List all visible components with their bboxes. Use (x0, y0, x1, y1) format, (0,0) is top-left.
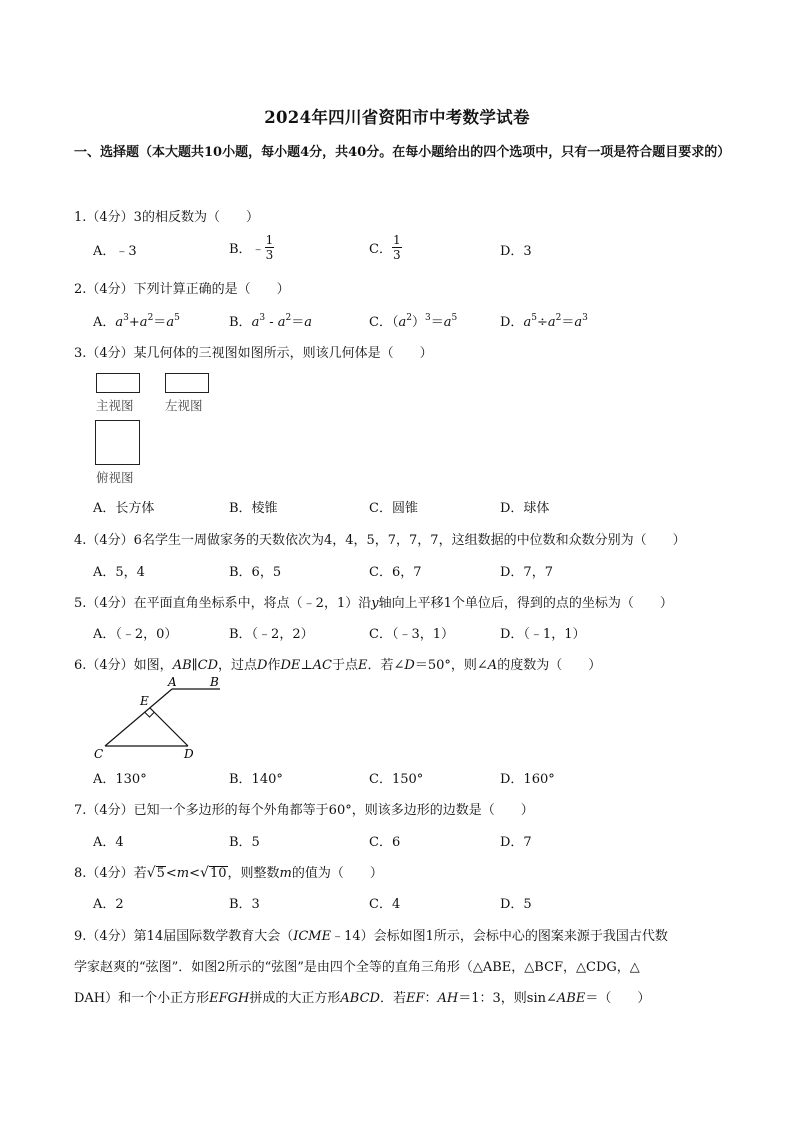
section-heading: 一、选择题（本大题共10小题，每小题4分，共40分。在每小题给出的四个选项中，只有一项是符合题目要求的） (74, 145, 731, 160)
q1-option-b-sign: ﹣ (251, 242, 265, 257)
question-5-stem (74, 592, 673, 611)
q6-stem-b: ，过点 (218, 658, 258, 673)
q6-de: DE (280, 658, 301, 673)
question-9-line-2: 学家赵爽的“弦图”．如图2所示的“弦图”是由四个全等的直角三角形（△ABE，△BCF，△CDG，△ (74, 960, 640, 975)
q5-option-c: C．（﹣3，1） (369, 627, 454, 642)
q9-line3-a: DAH）和一个小正方形 (74, 991, 210, 1006)
q6-d1: D (257, 658, 268, 673)
q1-option-a: A．﹣3 (93, 244, 137, 259)
segment-ac (105, 689, 172, 746)
q7-option-b: B．5 (229, 835, 260, 850)
q8-m-2: m (279, 866, 292, 881)
front-view-rectangle (96, 373, 140, 393)
q9-ef: EF (405, 991, 425, 1006)
q6-d2: D (404, 658, 415, 673)
right-angle-mark (145, 713, 154, 718)
q8-stem-c: 的值为（ ） (291, 866, 383, 881)
q9-abcd: ABCD (340, 991, 380, 1006)
label-b: B (210, 675, 219, 689)
label-a: A (168, 675, 177, 689)
q7-option-c: C．6 (369, 835, 401, 850)
q6-ab: AB (172, 658, 192, 673)
q8-lt-2: < (189, 866, 201, 881)
q6-option-b: B．140° (229, 772, 283, 787)
q4-option-a: A．5，4 (93, 565, 145, 580)
sqrt-icon: √ (146, 865, 156, 881)
q1-option-c-fraction (392, 233, 402, 262)
q9-line3-c: ．若 (379, 991, 406, 1006)
q6-cd: CD (197, 658, 219, 673)
question-2-stem: 2.（4分）下列计算正确的是（ ） (74, 282, 290, 297)
q2-d-prefix: D． (500, 315, 524, 330)
label-e: E (140, 694, 149, 708)
q6-geometry-figure (88, 674, 238, 766)
q6-parallel: ∥ (191, 658, 198, 673)
q2-b-prefix: B． (229, 315, 252, 330)
q5-option-d: D．（﹣1，1） (500, 627, 586, 642)
q3-option-b: B．棱锥 (229, 501, 278, 516)
q9-line1-b: ﹣14）会标如图1所示，会标中心的图案来源于我国古代数 (331, 929, 668, 944)
q3-option-d: D．球体 (500, 501, 550, 516)
q6-stem-a: 6.（4分）如图， (74, 658, 173, 673)
q6-a: A (487, 658, 498, 673)
q8-option-a: A．2 (93, 897, 124, 912)
q8-option-c: C．4 (369, 897, 401, 912)
question-7-stem: 7.（4分）已知一个多边形的每个外角都等于60°，则该多边形的边数是（ ） (74, 803, 534, 818)
q6-stem-d: 于点 (332, 658, 359, 673)
q9-line3-e: ＝1：3，则sin∠ (458, 991, 557, 1006)
q1-option-b (229, 233, 274, 262)
q9-line3-b: 拼成的大正方形 (249, 991, 341, 1006)
q6-option-d: D．160° (500, 772, 555, 787)
q9-line1-a: 9.（4分）第14届国际数学教育大会（ (74, 929, 294, 944)
top-view-label: 俯视图 (96, 470, 134, 485)
page-title: 2024年四川省资阳市中考数学试卷 (264, 108, 530, 127)
question-3-stem: 3.（4分）某几何体的三视图如图所示，则该几何体是（ ） (74, 346, 433, 361)
q4-option-d: D．7，7 (500, 565, 553, 580)
q8-radicand-2: 10 (209, 866, 227, 881)
q5-option-b: B．（﹣2，2） (229, 627, 314, 642)
front-view-label: 主视图 (96, 398, 134, 413)
q1-option-c-prefix: C． (369, 242, 392, 257)
q1-b-denominator: 3 (265, 248, 274, 262)
q5-option-a: A．（﹣2，0） (93, 627, 178, 642)
q6-e: E (358, 658, 368, 673)
q1-c-numerator: 1 (392, 233, 401, 247)
q2-option-b: B．$a^3 - a^2=a$ (229, 313, 313, 330)
q1-option-d: D．3 (500, 244, 532, 259)
q1-option-b-prefix: B． (229, 242, 252, 257)
q2-a-prefix: A． (93, 315, 116, 330)
label-c: C (94, 747, 104, 761)
q2-option-c: C．$(a^2)^3=a^5$ (369, 313, 458, 330)
q7-option-a: A．4 (93, 835, 124, 850)
q1-option-b-fraction (265, 233, 275, 262)
q2-option-a: A．$a^3+a^2=a^5$ (93, 313, 180, 330)
q9-efgh: EFGH (209, 991, 250, 1006)
q1-c-denominator: 3 (392, 248, 401, 262)
q4-option-c: C．6，7 (369, 565, 422, 580)
q6-ac: AC (312, 658, 332, 673)
q6-stem-c: 作 (267, 658, 281, 673)
label-d: D (184, 747, 194, 761)
question-9-line-3 (74, 987, 650, 1006)
q1-b-numerator: 1 (265, 233, 274, 247)
q9-icme: ICME (293, 929, 332, 944)
q3-option-a: A．长方体 (93, 501, 155, 516)
q8-stem-a: 8.（4分）若 (74, 866, 147, 881)
left-view-rectangle (165, 373, 209, 393)
q6-perp: ⊥ (300, 658, 313, 673)
q8-option-d: D．5 (500, 897, 532, 912)
q5-stem-b: 轴向上平移1个单位后，得到的点的坐标为（ ） (378, 596, 673, 611)
q9-line3-f: ＝（ ） (585, 991, 651, 1006)
sqrt-icon: √ (200, 865, 209, 881)
q9-ah: AH (437, 991, 459, 1006)
q5-variable-y: y (371, 596, 379, 611)
q3-option-c: C．圆锥 (369, 501, 418, 516)
q6-stem-g: 的度数为（ ） (497, 658, 602, 673)
q8-m: m (176, 866, 190, 881)
q8-stem-b: ，则整数 (227, 866, 280, 881)
top-view-square (95, 420, 140, 465)
question-4-stem: 4.（4分）6名学生一周做家务的天数依次为4，4，5，7，7，7，这组数据的中位数和众数分别为（ ） (74, 533, 686, 548)
q4-option-b: B．6，5 (229, 565, 282, 580)
q2-option-d: D．$a^5\div a^2=a^3$ (500, 313, 588, 330)
question-8-stem (74, 862, 383, 881)
left-view-label: 左视图 (165, 398, 203, 413)
q8-lt-1: < (165, 866, 177, 881)
q9-line3-d: ： (424, 991, 438, 1006)
q8-option-b: B．3 (229, 897, 260, 912)
q8-radicand-1: 5 (156, 866, 165, 881)
q9-abe: ABE (556, 991, 586, 1006)
question-6-stem (74, 654, 601, 673)
q7-option-d: D．7 (500, 835, 532, 850)
q6-option-a: A．130° (93, 772, 147, 787)
question-9-line-1 (74, 925, 668, 944)
q2-c-prefix: C． (369, 315, 392, 330)
segment-de (150, 708, 188, 746)
q5-stem-a: 5.（4分）在平面直角坐标系中，将点（﹣2，1）沿 (74, 596, 372, 611)
q6-stem-f: ＝50°，则∠ (414, 658, 488, 673)
q1-option-c (369, 233, 402, 262)
q6-stem-e: ．若∠ (367, 658, 405, 673)
q6-option-c: C．150° (369, 772, 424, 787)
question-1-stem: 1.（4分）3的相反数为（ ） (74, 210, 259, 225)
